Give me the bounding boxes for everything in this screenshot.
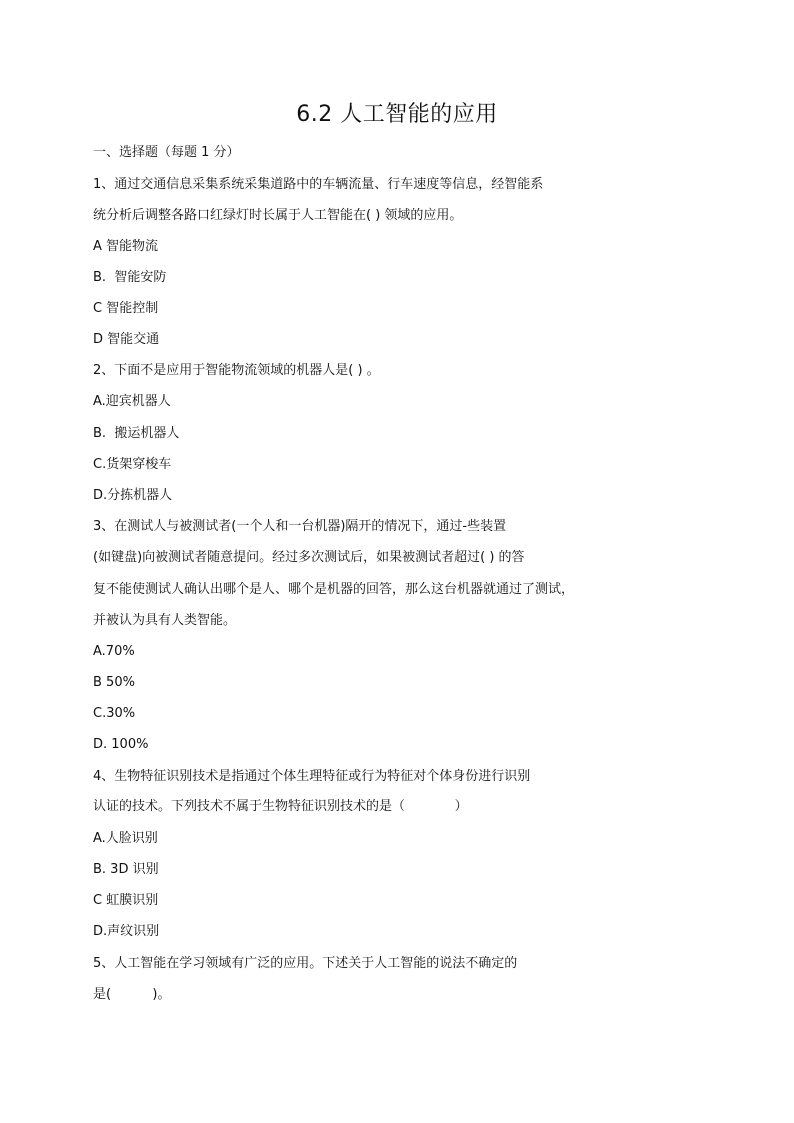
question-4-option-d: D.声纹识别 <box>93 924 160 939</box>
question-2-option-d: D.分拣机器人 <box>93 488 173 503</box>
question-2-option-a: A.迎宾机器人 <box>93 394 171 409</box>
question-5-stem-line-1: 5、人工智能在学习领域有广泛的应用。下述关于人工智能的说法不确定的 <box>93 956 518 971</box>
section-heading: 一、选择题（每题 1 分） <box>93 145 240 160</box>
question-3-stem-line-4: 并被认为具有人类智能。 <box>93 613 237 628</box>
question-3-stem-line-2: (如键盘)向被测试者随意提问。经过多次测试后，如果被测试者超过( ) 的答 <box>93 550 525 565</box>
question-3-stem-line-1: 3、在测试人与被测试者(一个人和一台机器)隔开的情况下，通过-些装置 <box>93 519 507 534</box>
question-3-option-c: C.30% <box>93 706 136 721</box>
question-3-option-b: B 50% <box>93 675 135 690</box>
question-3-stem-line-3: 复不能使测试人确认出哪个是人、哪个是机器的回答，那么这台机器就通过了测试， <box>93 582 575 597</box>
question-1-stem-line-2: 统分析后调整各路口红绿灯时长属于人工智能在( ) 领域的应用。 <box>93 208 463 223</box>
question-2-stem-line-1: 2、下面不是应用于智能物流领域的机器人是( ) 。 <box>93 363 380 378</box>
question-2-option-c: C.货架穿梭车 <box>93 457 172 472</box>
question-2-option-b: B. 搬运机器人 <box>93 426 180 441</box>
question-4-stem-line-2: 认证的技术。下列技术不属于生物特征识别技术的是（ ） <box>93 799 468 814</box>
question-4-option-b: B. 3D 识别 <box>93 862 159 877</box>
question-4-option-c: C 虹膜识别 <box>93 893 159 908</box>
question-1-option-b: B. 智能安防 <box>93 270 167 285</box>
page-title: 6.2 人工智能的应用 <box>296 102 498 127</box>
question-4-option-a: A.人脸识别 <box>93 831 158 846</box>
question-3-option-d: D. 100% <box>93 737 149 752</box>
question-1-option-d: D 智能交通 <box>93 332 160 347</box>
question-3-option-a: A.70% <box>93 644 135 659</box>
question-1-option-a: A 智能物流 <box>93 239 159 254</box>
question-1-option-c: C 智能控制 <box>93 301 159 316</box>
question-5-stem-line-2: 是( )。 <box>93 987 171 1002</box>
question-1-stem-line-1: 1、通过交通信息采集系统采集道路中的车辆流量、行车速度等信息，经智能系 <box>93 177 544 192</box>
question-4-stem-line-1: 4、生物特征识别技术是指通过个体生理特征或行为特征对个体身份进行识别 <box>93 769 531 784</box>
